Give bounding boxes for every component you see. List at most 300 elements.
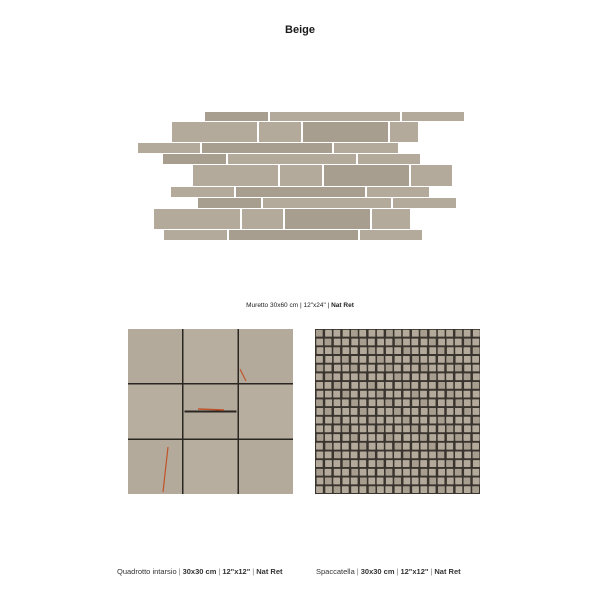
spaccatella-chip — [316, 417, 323, 424]
spaccatella-chip — [472, 443, 479, 450]
spaccatella-chip — [369, 486, 376, 493]
spaccatella-chip — [395, 425, 402, 432]
spaccatella-chip — [438, 425, 445, 432]
spaccatella-chip — [325, 339, 332, 346]
muretto-imperial: 12"x24" — [303, 302, 326, 309]
spaccatella-chip — [351, 469, 358, 476]
spaccatella-chip — [455, 460, 462, 467]
spaccatella-chip — [411, 382, 418, 389]
spaccatella-chip — [455, 330, 462, 337]
spaccatella-chip — [368, 469, 375, 476]
spaccatella-chip — [430, 330, 437, 337]
spaccatella-chip — [386, 365, 393, 372]
spaccatella-chip — [421, 339, 428, 346]
spaccatella-chip — [369, 399, 376, 406]
spaccatella-chip — [377, 425, 384, 432]
spaccatella-chip — [343, 417, 350, 424]
spaccatella-chip — [394, 347, 401, 354]
spaccatella-chip — [464, 434, 471, 441]
spaccatella-chip — [369, 417, 376, 424]
spaccatella-chip — [351, 347, 358, 354]
spaccatella-chip — [351, 486, 358, 493]
spaccatella-chip — [420, 417, 427, 424]
spaccatella-chip — [403, 425, 410, 432]
spaccatella-chip — [351, 330, 358, 337]
muretto-strip — [193, 165, 278, 186]
spaccatella-chip — [342, 425, 349, 432]
spaccatella-chip — [394, 434, 401, 441]
spaccatella-chip — [421, 408, 428, 415]
muretto-strip — [138, 143, 200, 153]
spaccatella-chip — [360, 478, 367, 485]
spaccatella-chip — [325, 460, 332, 467]
spaccatella-chip — [429, 434, 436, 441]
spaccatella-chip — [368, 347, 375, 354]
spaccatella-chip — [464, 443, 471, 450]
spaccatella-chip — [343, 373, 350, 380]
spaccatella-chip — [316, 460, 323, 467]
spaccatella-chip — [342, 356, 349, 363]
spaccatella-chip — [368, 382, 375, 389]
spaccatella-chip — [421, 382, 428, 389]
spaccatella-chip — [317, 434, 324, 441]
spaccatella-chip — [403, 434, 410, 441]
spaccatella-chip — [455, 478, 462, 485]
spaccatella-chip — [403, 451, 410, 458]
spaccatella-chip — [421, 425, 428, 432]
spaccatella-chip — [412, 373, 419, 380]
spaccatella-chip — [403, 478, 410, 485]
spaccatella-chip — [377, 486, 384, 493]
muretto-strip — [205, 112, 268, 121]
spaccatella-chip — [351, 417, 358, 424]
spaccatella-chip — [446, 460, 453, 467]
spaccatella-chip — [455, 365, 462, 372]
quadrotto-finish: Nat Ret — [256, 567, 283, 576]
spaccatella-chip — [377, 391, 384, 398]
spaccatella-chip — [412, 417, 419, 424]
spaccatella-chip — [403, 417, 410, 424]
quadrotto-tile — [239, 385, 293, 439]
spaccatella-chip — [473, 417, 480, 424]
spaccatella-chip — [359, 373, 366, 380]
spaccatella-chip — [369, 330, 376, 337]
spaccatella-chip — [360, 382, 367, 389]
spaccatella-chip — [334, 425, 341, 432]
spaccatella-chip — [351, 399, 358, 406]
spaccatella-chip — [342, 443, 349, 450]
muretto-strip — [164, 230, 227, 240]
muretto-strip — [154, 209, 240, 229]
spaccatella-chip — [369, 356, 376, 363]
spaccatella-chip — [386, 425, 393, 432]
spaccatella-chip — [351, 391, 358, 398]
spaccatella-chip — [472, 356, 479, 363]
spaccatella-chip — [342, 408, 349, 415]
muretto-strip — [358, 154, 420, 164]
spaccatella-chip — [325, 356, 332, 363]
spaccatella-chip — [421, 451, 428, 458]
muretto-strip — [280, 165, 322, 186]
spaccatella-chip — [472, 425, 479, 432]
spaccatella-chip — [473, 365, 480, 372]
spaccatella-chip — [377, 443, 384, 450]
spaccatella-chip — [342, 399, 349, 406]
spaccatella-chip — [473, 391, 480, 398]
spaccatella-chip — [429, 365, 436, 372]
spaccatella-chip — [360, 339, 367, 346]
spaccatella-chip — [325, 486, 332, 493]
spaccatella-chip — [447, 469, 454, 476]
spaccatella-chip — [395, 486, 402, 493]
spaccatella-chip — [420, 399, 427, 406]
spaccatella-chip — [438, 417, 445, 424]
spaccatella-chip — [472, 382, 479, 389]
spaccatella-chip — [325, 434, 332, 441]
muretto-strip — [372, 209, 410, 229]
spaccatella-chip — [447, 478, 454, 485]
muretto-strip — [228, 154, 356, 164]
muretto-strip — [390, 122, 418, 142]
spaccatella-chip — [464, 347, 471, 354]
spaccatella-chip — [446, 373, 453, 380]
spaccatella-chip — [447, 391, 454, 398]
spaccatella-chip — [333, 330, 340, 337]
spaccatella-chip — [351, 425, 358, 432]
spaccatella-chip — [464, 382, 471, 389]
spaccatella-chip — [342, 434, 349, 441]
spaccatella-chip — [368, 365, 375, 372]
muretto-tile-image — [0, 0, 600, 260]
spaccatella-chip — [455, 373, 462, 380]
spaccatella-chip — [447, 365, 454, 372]
spaccatella-chip — [368, 391, 375, 398]
spaccatella-chip — [377, 478, 384, 485]
spaccatella-chip — [438, 443, 445, 450]
spaccatella-chip — [438, 330, 445, 337]
spaccatella-chip — [464, 486, 471, 493]
spaccatella-chip — [325, 478, 332, 485]
spaccatella-chip — [473, 451, 480, 458]
spaccatella-chip — [377, 408, 384, 415]
spaccatella-chip — [412, 486, 419, 493]
spaccatella-chip — [386, 478, 393, 485]
spaccatella-chip — [316, 451, 323, 458]
spaccatella-chip — [325, 469, 332, 476]
spaccatella-chip — [412, 365, 419, 372]
spaccatella-chip — [333, 478, 340, 485]
spaccatella-chip — [334, 399, 341, 406]
spaccatella-chip — [455, 434, 462, 441]
spaccatella-chip — [395, 356, 402, 363]
spaccatella-chip — [403, 399, 410, 406]
spaccatella-chip — [447, 425, 454, 432]
spaccatella-chip — [456, 399, 463, 406]
spaccatella-chip — [316, 365, 323, 372]
spaccatella-chip — [429, 339, 436, 346]
quadrotto-tile — [239, 329, 293, 383]
spaccatella-chip — [464, 365, 471, 372]
spaccatella-chip — [446, 443, 453, 450]
spaccatella-chip — [317, 478, 324, 485]
spaccatella-chip — [464, 373, 471, 380]
spaccatella-chip — [412, 434, 419, 441]
spaccatella-chip — [333, 373, 340, 380]
spaccatella-chip — [386, 373, 393, 380]
quadrotto-tile — [128, 385, 182, 439]
spaccatella-chip — [360, 356, 367, 363]
spaccatella-chip — [360, 443, 367, 450]
spaccatella-chip — [455, 347, 462, 354]
spaccatella-chip — [343, 460, 350, 467]
muretto-strip — [411, 165, 452, 186]
spaccatella-chip — [420, 347, 427, 354]
spaccatella-chip — [325, 417, 332, 424]
spaccatella-chip — [369, 373, 376, 380]
quadrotto-tile — [128, 329, 182, 383]
spaccatella-chip — [430, 460, 437, 467]
spaccatella-chip — [394, 365, 401, 372]
spaccatella-chip — [430, 417, 437, 424]
spaccatella-chip — [386, 382, 393, 389]
spaccatella-chip — [385, 399, 392, 406]
spaccatella-chip — [342, 486, 349, 493]
spaccatella-chip — [429, 347, 436, 354]
spaccatella-chip — [360, 347, 367, 354]
spaccatella-chip — [377, 356, 384, 363]
spaccatella-chip — [412, 347, 419, 354]
spaccatella-chip — [325, 330, 332, 337]
spaccatella-chip — [429, 443, 436, 450]
spaccatella-chip — [316, 469, 323, 476]
spaccatella-chip — [429, 356, 436, 363]
spaccatella-chip — [438, 434, 445, 441]
spaccatella-chip — [316, 486, 323, 493]
spaccatella-chip — [386, 391, 393, 398]
spaccatella-imperial: 12"x12" — [400, 567, 429, 576]
spaccatella-chip — [472, 399, 479, 406]
muretto-strip — [171, 187, 234, 197]
spaccatella-chip — [377, 373, 384, 380]
muretto-name: Muretto 30x60 cm — [246, 302, 299, 309]
spaccatella-chip — [316, 408, 323, 415]
spaccatella-chip — [394, 330, 401, 337]
spaccatella-chip — [455, 451, 462, 458]
spaccatella-chip — [411, 469, 418, 476]
spaccatella-chip — [420, 460, 427, 467]
spaccatella-chip — [377, 399, 384, 406]
spaccatella-chip — [412, 443, 419, 450]
muretto-strip — [402, 112, 464, 121]
muretto-strip — [236, 187, 365, 197]
page-title: Beige — [285, 24, 315, 36]
spaccatella-chip — [447, 339, 454, 346]
spaccatella-name: Spaccatella — [316, 567, 355, 576]
spaccatella-chip — [334, 339, 341, 346]
spaccatella-chip — [464, 330, 471, 337]
spaccatella-chip — [385, 486, 392, 493]
spaccatella-chip — [473, 347, 480, 354]
spaccatella-chip — [316, 373, 323, 380]
spaccatella-chip — [351, 434, 358, 441]
spaccatella-chip — [395, 469, 402, 476]
spaccatella-chip — [429, 451, 436, 458]
spaccatella-chip — [394, 408, 401, 415]
spaccatella-chip — [386, 460, 393, 467]
spaccatella-chip — [360, 391, 367, 398]
spaccatella-chip — [403, 373, 410, 380]
spaccatella-chip — [438, 469, 445, 476]
spaccatella-chip — [412, 460, 419, 467]
muretto-strip — [360, 230, 422, 240]
spaccatella-chip — [438, 486, 445, 493]
spaccatella-chip — [403, 443, 410, 450]
spaccatella-chip — [385, 443, 392, 450]
spaccatella-chip — [351, 408, 358, 415]
spaccatella-chip — [377, 469, 384, 476]
spaccatella-chip — [411, 425, 418, 432]
spaccatella-chip — [351, 382, 358, 389]
spaccatella-chip — [325, 399, 332, 406]
spaccatella-chip — [351, 373, 358, 380]
spaccatella-chip — [351, 451, 358, 458]
spaccatella-chip — [386, 347, 393, 354]
spaccatella-chip — [394, 391, 401, 398]
spaccatella-chip — [456, 486, 463, 493]
spaccatella-chip — [334, 382, 341, 389]
spaccatella-chip — [394, 478, 401, 485]
spaccatella-chip — [360, 469, 367, 476]
spaccatella-chip — [333, 434, 340, 441]
spaccatella-chip — [455, 339, 462, 346]
spaccatella-chip — [316, 425, 323, 432]
spaccatella-chip — [325, 408, 332, 415]
spaccatella-chip — [464, 469, 471, 476]
spaccatella-chip — [368, 339, 375, 346]
spaccatella-chip — [342, 451, 349, 458]
spaccatella-chip — [446, 417, 453, 424]
spaccatella-chip — [403, 469, 410, 476]
spaccatella-chip — [325, 373, 332, 380]
muretto-strip — [393, 198, 456, 208]
spaccatella-chip — [325, 425, 332, 432]
spaccatella-chip — [420, 486, 427, 493]
quadrotto-caption: Quadrotto intarsio | 30x30 cm | 12"x12" | Nat Ret — [117, 567, 283, 576]
spaccatella-chip — [429, 486, 436, 493]
spaccatella-chip — [420, 434, 427, 441]
spaccatella-chip — [342, 339, 349, 346]
spaccatella-chip — [342, 478, 349, 485]
quadrotto-tile — [184, 329, 238, 383]
spaccatella-chip — [464, 417, 471, 424]
spaccatella-chip — [438, 347, 445, 354]
spaccatella-chip — [394, 451, 401, 458]
spaccatella-chip — [412, 451, 419, 458]
muretto-strip — [259, 122, 301, 142]
spaccatella-chip — [420, 373, 427, 380]
spaccatella-chip — [334, 469, 341, 476]
spaccatella-chip — [369, 443, 376, 450]
spaccatella-chip — [438, 382, 445, 389]
spaccatella-chip — [464, 451, 471, 458]
spaccatella-chip — [437, 365, 444, 372]
spaccatella-chip — [447, 451, 454, 458]
spaccatella-chip — [438, 391, 445, 398]
spaccatella-chip — [473, 373, 480, 380]
spaccatella-chip — [368, 478, 375, 485]
spaccatella-chip — [317, 391, 324, 398]
spaccatella-chip — [412, 399, 419, 406]
spaccatella-chip — [455, 417, 462, 424]
muretto-strip — [285, 209, 370, 229]
spaccatella-chip — [464, 460, 471, 467]
quadrotto-intarsio-tile-image — [128, 329, 293, 494]
spaccatella-chip — [334, 408, 341, 415]
spaccatella-chip — [403, 486, 410, 493]
spaccatella-chip — [456, 356, 463, 363]
spaccatella-chip — [412, 408, 419, 415]
muretto-strip — [334, 143, 398, 153]
spaccatella-chip — [334, 451, 341, 458]
spaccatella-chip — [420, 330, 427, 337]
muretto-strip — [172, 122, 257, 142]
spaccatella-chip — [359, 330, 366, 337]
spaccatella-chip — [456, 443, 463, 450]
spaccatella-chip — [385, 356, 392, 363]
spaccatella-chip — [351, 443, 358, 450]
spaccatella-chip — [429, 469, 436, 476]
spaccatella-chip — [316, 382, 323, 389]
spaccatella-chip — [472, 469, 479, 476]
spaccatella-chip — [429, 408, 436, 415]
spaccatella-chip — [351, 356, 358, 363]
spaccatella-chip — [429, 478, 436, 485]
spaccatella-chip — [473, 408, 480, 415]
spaccatella-chip — [412, 356, 419, 363]
spaccatella-chip — [473, 460, 480, 467]
muretto-caption: Muretto 30x60 cm | 12"x24" | Nat Ret — [246, 302, 354, 309]
spaccatella-chip — [403, 382, 410, 389]
spaccatella-chip — [377, 382, 384, 389]
spaccatella-chip — [412, 478, 419, 485]
spaccatella-chip — [455, 408, 462, 415]
spaccatella-chip — [437, 451, 444, 458]
spaccatella-chip — [351, 339, 358, 346]
spaccatella-chip — [403, 356, 410, 363]
spaccatella-chip — [377, 330, 384, 337]
spaccatella-chip — [325, 365, 332, 372]
spaccatella-chip — [412, 330, 419, 337]
spaccatella-chip — [333, 417, 340, 424]
spaccatella-chip — [473, 478, 480, 485]
spaccatella-chip — [420, 356, 427, 363]
spaccatella-chip — [455, 382, 462, 389]
spaccatella-chip — [325, 382, 332, 389]
spaccatella-chip — [386, 469, 393, 476]
spaccatella-chip — [403, 365, 410, 372]
spaccatella-chip — [472, 486, 479, 493]
spaccatella-chip — [316, 443, 323, 450]
spaccatella-chip — [411, 339, 418, 346]
spaccatella-finish: Nat Ret — [434, 567, 461, 576]
spaccatella-chip — [412, 391, 419, 398]
spaccatella-chip — [317, 347, 324, 354]
muretto-strip — [163, 154, 226, 164]
spaccatella-chip — [403, 408, 410, 415]
muretto-strip — [242, 209, 283, 229]
spaccatella-chip — [395, 399, 402, 406]
spaccatella-chip — [368, 408, 375, 415]
